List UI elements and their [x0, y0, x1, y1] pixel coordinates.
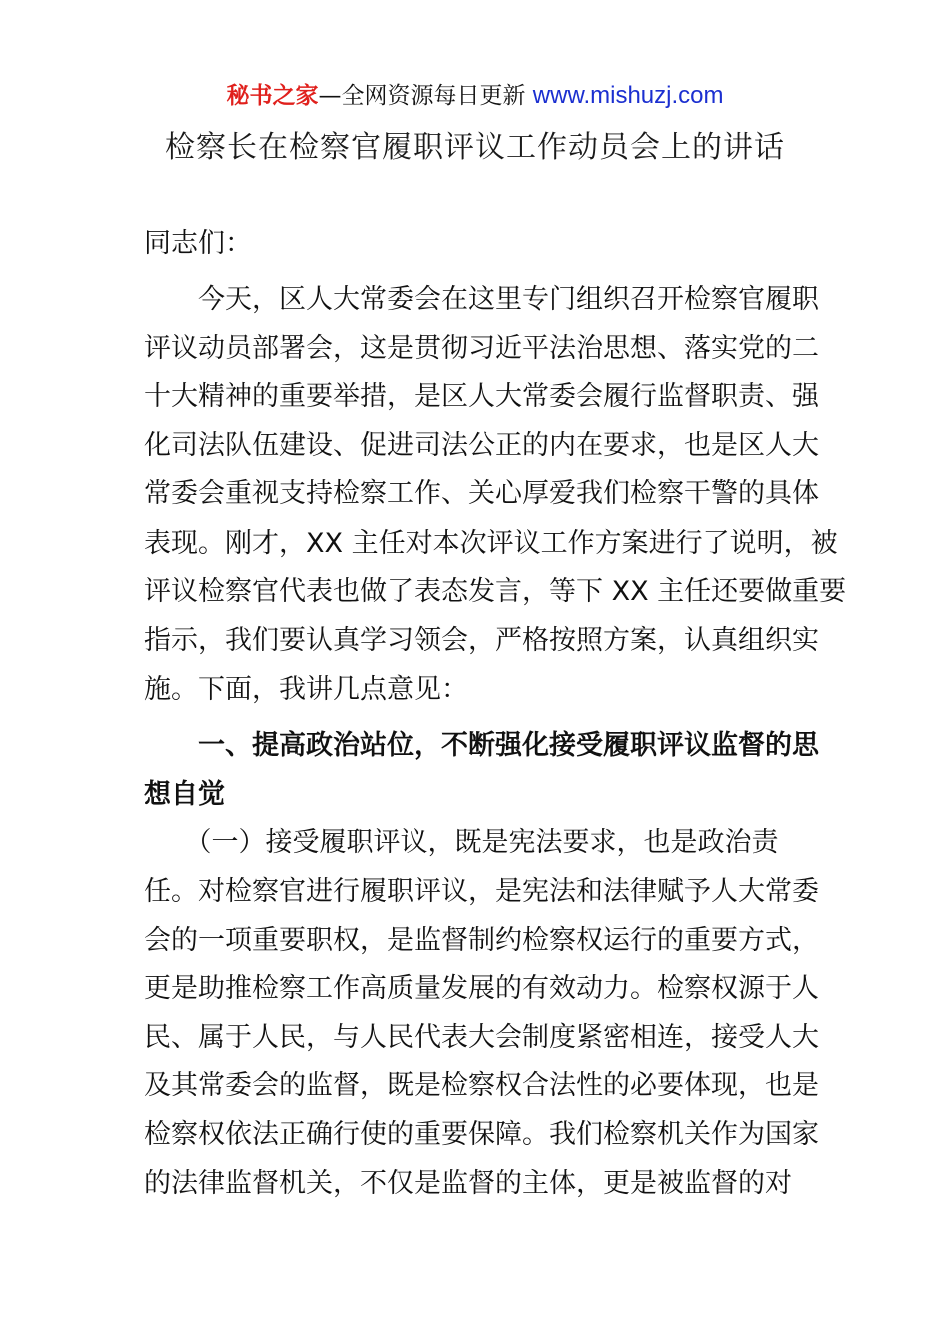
site-tagline: —全网资源每日更新: [318, 83, 533, 109]
body-line: 检察权依法正确行使的重要保障。我们检察机关作为国家: [144, 1119, 819, 1150]
body-line: 更是助推检察工作高质量发展的有效动力。检察权源于人: [144, 973, 819, 1004]
body-line: 的法律监督机关，不仅是监督的主体，更是被监督的对: [144, 1168, 792, 1199]
body-line: 评议检察官代表也做了表态发言，等下 XX 主任还要做重要: [144, 576, 847, 607]
body-line: 指示，我们要认真学习领会，严格按照方案，认真组织实: [144, 625, 819, 656]
body-line: 评议动员部署会，这是贯彻习近平法治思想、落实党的二: [144, 333, 819, 364]
site-header: [0, 80, 950, 112]
site-url-link[interactable]: www.mishuzj.com: [532, 82, 724, 109]
body-line: 任。对检察官进行履职评议，是宪法和法律赋予人大常委: [144, 876, 819, 907]
document-title: 检察长在检察官履职评议工作动员会上的讲话: [165, 130, 785, 165]
body-line: 及其常委会的监督，既是检察权合法性的必要体现，也是: [144, 1070, 819, 1101]
brand-name: 秘书之家: [226, 83, 319, 109]
body-line: 民、属于人民，与人民代表大会制度紧密相连，接受人大: [144, 1022, 819, 1053]
body-line: 施。下面，我讲几点意见：: [144, 674, 468, 705]
body-line: 会的一项重要职权，是监督制约检察权运行的重要方式，: [144, 925, 819, 956]
body-line: 常委会重视支持检察工作、关心厚爱我们检察干警的具体: [144, 478, 819, 509]
section-heading-line: 一、提高政治站位，不断强化接受履职评议监督的思: [144, 730, 819, 761]
section-heading-line: 想自觉: [144, 779, 225, 810]
subsection-line: （一）接受履职评议，既是宪法要求，也是政治责: [144, 827, 779, 858]
salutation-line: 同志们：: [144, 228, 252, 259]
body-line: 化司法队伍建设、促进司法公正的内在要求，也是区人大: [144, 430, 819, 461]
body-line: 表现。刚才，XX 主任对本次评议工作方案进行了说明，被: [144, 528, 838, 559]
body-line: 十大精神的重要举措，是区人大常委会履行监督职责、强: [144, 381, 819, 412]
body-line: 今天，区人大常委会在这里专门组织召开检察官履职: [144, 284, 819, 315]
